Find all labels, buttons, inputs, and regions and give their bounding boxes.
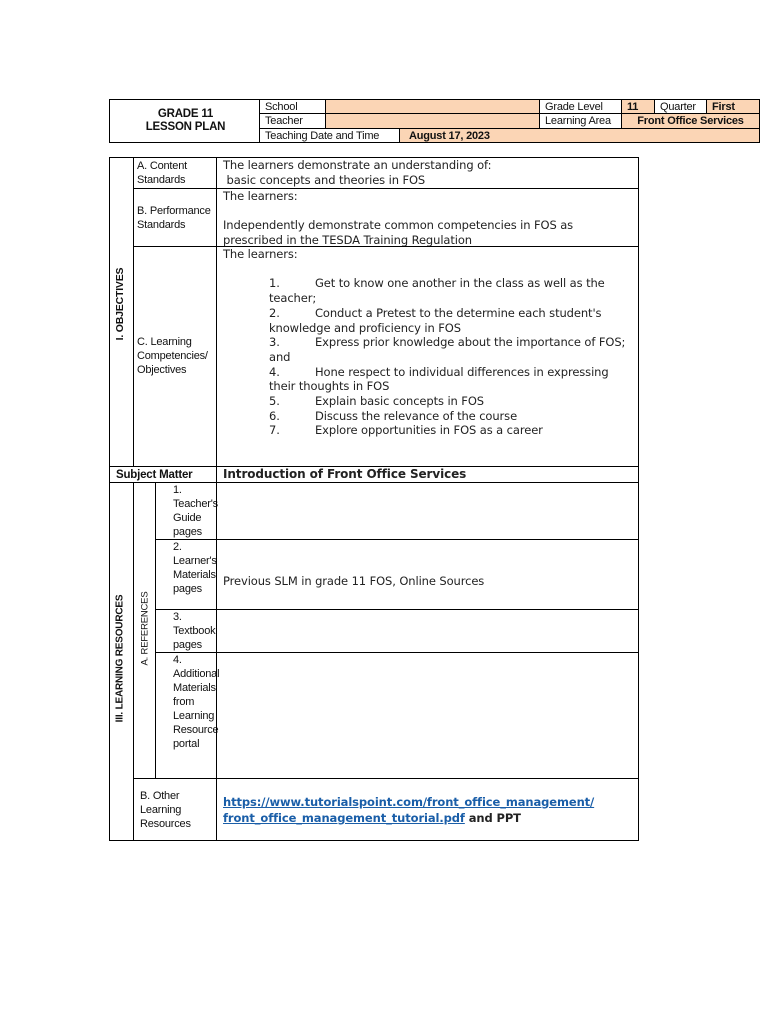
references-cell: [133, 482, 156, 779]
school-label: School: [259, 99, 326, 114]
learners-materials-label: 2. Learner's Materials pages: [155, 539, 217, 610]
additional-materials-label: 4. Additional Materials from Learning Resource portal: [155, 652, 217, 779]
resources-section-label: III. LEARNING RESOURCES: [114, 594, 126, 723]
competency-item: 7. Explore opportunities in FOS as a career: [269, 423, 543, 438]
title-grade: GRADE 11: [157, 108, 214, 120]
textbook-label: 3. Textbook pages: [155, 609, 217, 653]
subject-matter-label: Subject Matter: [109, 466, 217, 483]
competency-item: 3. Express prior knowledge about the importance of FOS; and: [269, 335, 626, 364]
performance-standards-value: [216, 188, 639, 247]
objectives-section-label: I. OBJECTIVES: [114, 267, 126, 341]
performance-line1: The learners:: [223, 189, 298, 203]
subject-matter-value: Introduction of Front Office Services: [216, 466, 639, 483]
performance-line2: Independently demonstrate common competencies in FOS as prescribed in the TESDA Training Regulation: [223, 218, 574, 248]
quarter-label: Quarter: [654, 99, 707, 114]
other-resources-value: [216, 778, 639, 841]
content-standards-line2: basic concepts and theories in FOS: [223, 172, 426, 187]
other-resources-suffix: and PPT: [464, 811, 521, 825]
teachers-guide-label: 1. Teacher's Guide pages: [155, 482, 217, 540]
references-label: A. REFERENCES: [139, 591, 151, 666]
tutorialspoint-link[interactable]: https://www.tutorialspoint.com/front_office_management/ front_office_management_tutorial.pdf: [223, 795, 595, 825]
other-resources-label: B. Other Learning Resources: [133, 778, 217, 841]
content-standards-value: [216, 157, 639, 189]
textbook-value: [216, 609, 639, 653]
competency-item: 6. Discuss the relevance of the course: [269, 408, 518, 423]
competencies-list: [223, 276, 632, 438]
school-value: [325, 99, 540, 114]
competencies-label: C. Learning Competencies/ Objectives: [133, 246, 217, 467]
date-label: Teaching Date and Time: [259, 128, 400, 143]
date-value: August 17, 2023: [399, 128, 760, 143]
content-standards-line1: The learners demonstrate an understanding of:: [223, 158, 492, 172]
learning-area-value: Front Office Services: [621, 113, 760, 129]
performance-standards-label: B. Performance Standards: [133, 188, 217, 247]
competency-item: 5. Explain basic concepts in FOS: [269, 394, 484, 409]
lesson-plan-title: [110, 108, 261, 134]
competencies-value: [216, 246, 639, 467]
learning-area-label: Learning Area: [539, 113, 622, 129]
title-lesson-plan: LESSON PLAN: [145, 121, 226, 133]
resources-section-cell: [109, 482, 134, 841]
content-standards-label: A. Content Standards: [133, 157, 217, 189]
competencies-intro: The learners:: [223, 247, 298, 261]
teacher-label: Teacher: [259, 113, 326, 129]
grade-level-value: 11: [621, 99, 655, 114]
additional-materials-value: [216, 652, 639, 779]
competency-item: 1. Get to know one another in the class as well as the teacher;: [269, 276, 605, 306]
objectives-section-cell: [109, 157, 134, 467]
competency-item: 2. Conduct a Pretest to the determine each student's knowledge and proficiency in FOS: [269, 305, 602, 335]
header-title-cell: [109, 99, 260, 143]
quarter-value: First: [706, 99, 760, 114]
learners-materials-value: Previous SLM in grade 11 FOS, Online Sources: [216, 539, 639, 610]
grade-level-label: Grade Level: [539, 99, 622, 114]
teachers-guide-value: [216, 482, 639, 540]
competency-item: 4. Hone respect to individual differences in expressing their thoughts in FOS: [269, 364, 609, 394]
teacher-value: [325, 113, 540, 129]
